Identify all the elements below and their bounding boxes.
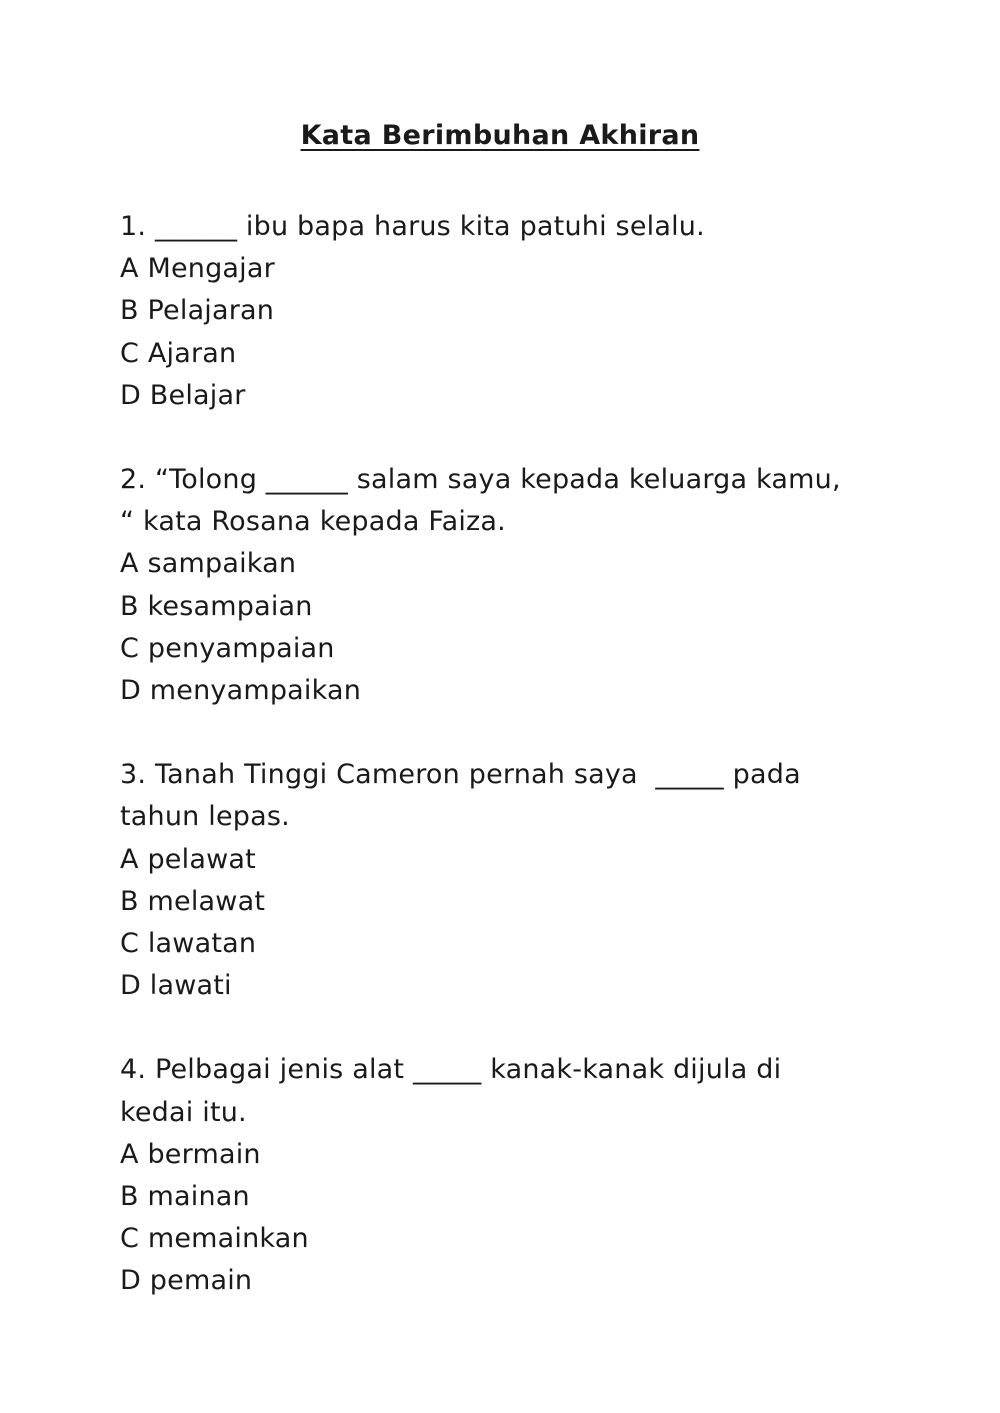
question-text-continued: kedai itu. (120, 1096, 247, 1128)
question-2 (120, 459, 900, 712)
option-letter: C (120, 337, 140, 369)
option-letter: A (120, 548, 139, 580)
option-text: bermain (147, 1138, 261, 1170)
question-4 (120, 1049, 900, 1302)
option-text: mainan (147, 1181, 250, 1213)
option-d[interactable] (120, 1260, 900, 1302)
option-c[interactable] (120, 1218, 900, 1260)
option-text: Pelajaran (147, 295, 275, 327)
option-text: Ajaran (147, 337, 237, 369)
option-d[interactable] (120, 375, 900, 417)
option-a[interactable] (120, 839, 900, 881)
option-text: pelawat (147, 843, 256, 875)
option-letter: C (120, 928, 140, 960)
option-letter: A (120, 1138, 139, 1170)
option-letter: D (120, 1265, 141, 1297)
option-c[interactable] (120, 333, 900, 375)
option-letter: C (120, 1223, 140, 1255)
question-text-continued: tahun lepas. (120, 801, 290, 833)
question-text: 3. Tanah Tinggi Cameron pernah saya _____ pada (120, 759, 801, 791)
option-letter: D (120, 675, 141, 707)
question-list (120, 206, 900, 1345)
option-a[interactable] (120, 543, 900, 585)
option-letter: A (120, 253, 139, 285)
option-letter: D (120, 379, 141, 411)
question-text: 2. “Tolong ______ salam saya kepada keluarga kamu, (120, 464, 841, 496)
option-letter: D (120, 970, 141, 1002)
option-c[interactable] (120, 923, 900, 965)
option-a[interactable] (120, 248, 900, 290)
option-d[interactable] (120, 670, 900, 712)
option-b[interactable] (120, 1176, 900, 1218)
option-letter: A (120, 843, 139, 875)
option-a[interactable] (120, 1134, 900, 1176)
option-b[interactable] (120, 586, 900, 628)
option-text: menyampaikan (149, 675, 362, 707)
option-b[interactable] (120, 290, 900, 332)
option-text: sampaikan (147, 548, 297, 580)
option-letter: B (120, 1181, 139, 1213)
question-text: 4. Pelbagai jenis alat _____ kanak-kanak dijula di (120, 1054, 782, 1086)
option-letter: B (120, 295, 139, 327)
option-text: kesampaian (147, 590, 313, 622)
option-text: Belajar (149, 379, 246, 411)
option-b[interactable] (120, 881, 900, 923)
option-letter: B (120, 885, 139, 917)
option-text: lawatan (147, 928, 257, 960)
option-letter: B (120, 590, 139, 622)
page-title: Kata Berimbuhan Akhiran (300, 120, 700, 151)
option-text: memainkan (147, 1223, 309, 1255)
option-text: penyampaian (147, 632, 335, 664)
option-text: melawat (147, 885, 266, 917)
option-text: pemain (149, 1265, 253, 1297)
option-c[interactable] (120, 628, 900, 670)
question-text: 1. ______ ibu bapa harus kita patuhi selalu. (120, 211, 705, 242)
question-text-continued: “ kata Rosana kepada Faiza. (120, 506, 506, 538)
option-d[interactable] (120, 965, 900, 1007)
question-1 (120, 206, 900, 417)
question-3 (120, 754, 900, 1007)
option-letter: C (120, 632, 140, 664)
option-text: lawati (149, 970, 232, 1002)
option-text: Mengajar (147, 253, 275, 285)
